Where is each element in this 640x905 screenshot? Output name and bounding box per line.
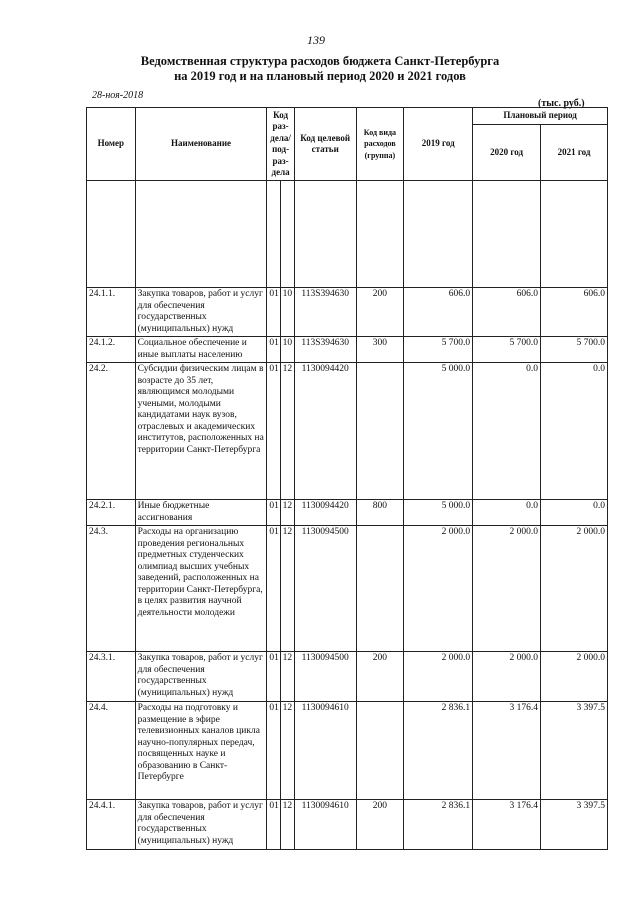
row-section-code: 01 xyxy=(267,652,280,702)
header-name: Наименование xyxy=(135,108,267,181)
row-section-code: 01 xyxy=(267,363,280,500)
row-target-code: 113S394630 xyxy=(294,337,356,363)
row-value-2020: 2 000.0 xyxy=(473,526,541,652)
row-value-2019: 5 700.0 xyxy=(404,337,473,363)
row-value-2019: 2 000.0 xyxy=(404,526,473,652)
row-number: 24.3.1. xyxy=(87,652,136,702)
row-value-2019: 2 000.0 xyxy=(404,652,473,702)
row-value-2021: 5 700.0 xyxy=(541,337,608,363)
row-value-2021: 3 397.5 xyxy=(541,702,608,800)
row-number: 24.1.2. xyxy=(87,337,136,363)
header-2019: 2019 год xyxy=(404,108,473,181)
page-number: 139 xyxy=(307,33,325,47)
row-subsection-code: 12 xyxy=(280,500,294,526)
row-section-code: 01 xyxy=(267,288,280,337)
row-target-code: 1130094420 xyxy=(294,500,356,526)
row-value-2019: 5 000.0 xyxy=(404,500,473,526)
row-name: Закупка товаров, работ и услуг для обеспечения государственных (муниципальных) нужд xyxy=(135,800,267,850)
row-value-2020: 0.0 xyxy=(473,363,541,500)
header-expense-type-code: Код вида расходов (группа) xyxy=(356,108,404,181)
row-target-code: 1130094610 xyxy=(294,702,356,800)
row-value-2021: 0.0 xyxy=(541,363,608,500)
row-subsection-code: 10 xyxy=(280,337,294,363)
row-name: Социальное обеспечение и иные выплаты населению xyxy=(135,337,267,363)
row-value-2021: 3 397.5 xyxy=(541,800,608,850)
row-expense-type-code: 200 xyxy=(356,288,404,337)
row-name: Субсидии физическим лицам в возрасте до 35 лет, являющимся молодыми учеными, молодыми кандидатами наук вузов, отраслевых и академических институтов, расположенных на территории Санкт-Петербурга xyxy=(135,363,267,500)
table-row xyxy=(87,288,608,337)
units-label: (тыс. руб.) xyxy=(538,98,585,109)
row-value-2020: 0.0 xyxy=(473,500,541,526)
document-date: 28-ноя-2018 xyxy=(92,90,144,101)
row-value-2021: 0.0 xyxy=(541,500,608,526)
row-target-code: 1130094610 xyxy=(294,800,356,850)
table-row xyxy=(87,337,608,363)
header-section-code: Код раз-дела/ под-раз-дела xyxy=(267,108,294,181)
table-row xyxy=(87,652,608,702)
header-spacer-row xyxy=(87,181,608,288)
row-section-code: 01 xyxy=(267,337,280,363)
row-value-2021: 2 000.0 xyxy=(541,652,608,702)
document-title-line-1: Ведомственная структура расходов бюджета Санкт-Петербурга xyxy=(140,54,500,68)
row-value-2020: 2 000.0 xyxy=(473,652,541,702)
row-number: 24.2.1. xyxy=(87,500,136,526)
table-row xyxy=(87,702,608,800)
row-number: 24.2. xyxy=(87,363,136,500)
row-section-code: 01 xyxy=(267,526,280,652)
row-value-2020: 3 176.4 xyxy=(473,800,541,850)
row-expense-type-code xyxy=(356,702,404,800)
row-subsection-code: 12 xyxy=(280,702,294,800)
row-expense-type-code xyxy=(356,526,404,652)
row-target-code: 1130094500 xyxy=(294,526,356,652)
row-value-2019: 5 000.0 xyxy=(404,363,473,500)
row-expense-type-code: 200 xyxy=(356,652,404,702)
header-2020: 2020 год xyxy=(473,125,541,181)
budget-table xyxy=(86,107,608,850)
row-subsection-code: 12 xyxy=(280,363,294,500)
row-name: Иные бюджетные ассигнования xyxy=(135,500,267,526)
header-number: Номер xyxy=(87,108,136,181)
row-value-2019: 2 836.1 xyxy=(404,702,473,800)
document-title-line-2: на 2019 год и на плановый период 2020 и 2021 годов xyxy=(174,69,466,83)
row-target-code: 113S394630 xyxy=(294,288,356,337)
row-expense-type-code: 800 xyxy=(356,500,404,526)
row-target-code: 1130094420 xyxy=(294,363,356,500)
table-header-row xyxy=(87,108,608,125)
row-section-code: 01 xyxy=(267,800,280,850)
header-plan-period: Плановый период xyxy=(473,108,608,125)
header-2021: 2021 год xyxy=(541,125,608,181)
row-expense-type-code: 300 xyxy=(356,337,404,363)
row-name: Закупка товаров, работ и услуг для обеспечения государственных (муниципальных) нужд xyxy=(135,652,267,702)
row-value-2020: 5 700.0 xyxy=(473,337,541,363)
row-section-code: 01 xyxy=(267,500,280,526)
row-name: Расходы на организацию проведения региональных предметных студенческих олимпиад высших учебных заведений, расположенных на территории Санкт-Петербурга, в целях развития научной деятельности молодежи xyxy=(135,526,267,652)
row-expense-type-code xyxy=(356,363,404,500)
table-row xyxy=(87,363,608,500)
row-subsection-code: 12 xyxy=(280,652,294,702)
row-subsection-code: 12 xyxy=(280,526,294,652)
table-row xyxy=(87,800,608,850)
row-value-2021: 606.0 xyxy=(541,288,608,337)
row-value-2020: 3 176.4 xyxy=(473,702,541,800)
row-target-code: 1130094500 xyxy=(294,652,356,702)
table-row xyxy=(87,500,608,526)
row-number: 24.1.1. xyxy=(87,288,136,337)
row-name: Расходы на подготовку и размещение в эфире телевизионных каналов цикла научно-популярных передач, посвященных науке и образованию в Санкт-Петербурге xyxy=(135,702,267,800)
row-value-2020: 606.0 xyxy=(473,288,541,337)
row-number: 24.4.1. xyxy=(87,800,136,850)
row-number: 24.4. xyxy=(87,702,136,800)
row-value-2019: 2 836.1 xyxy=(404,800,473,850)
row-section-code: 01 xyxy=(267,702,280,800)
row-subsection-code: 12 xyxy=(280,800,294,850)
header-target-code: Код целевой статьи xyxy=(294,108,356,181)
table-row xyxy=(87,526,608,652)
row-value-2021: 2 000.0 xyxy=(541,526,608,652)
row-expense-type-code: 200 xyxy=(356,800,404,850)
row-number: 24.3. xyxy=(87,526,136,652)
row-name: Закупка товаров, работ и услуг для обеспечения государственных (муниципальных) нужд xyxy=(135,288,267,337)
row-value-2019: 606.0 xyxy=(404,288,473,337)
row-subsection-code: 10 xyxy=(280,288,294,337)
